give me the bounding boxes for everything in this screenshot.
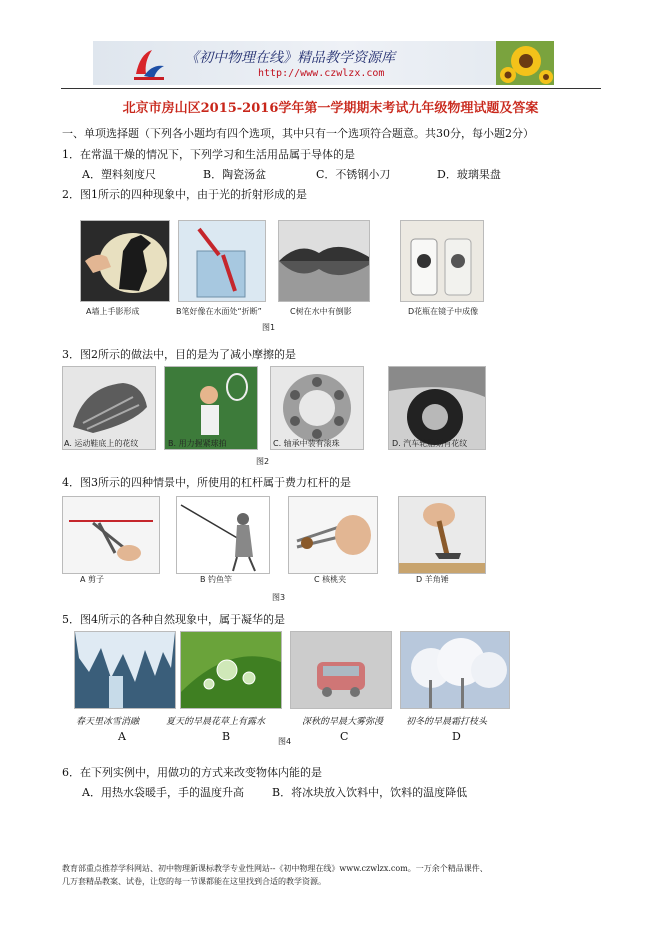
fig4-caption-a: 春天里冰雪消融 [76, 717, 140, 727]
fig1-caption-c: C树在水中有倒影 [290, 307, 352, 316]
document-title: 北京市房山区2015-2016学年第一学期期末考试九年级物理试题及答案 [122, 101, 539, 116]
question-1: 1．在常温干燥的情况下，下列学习和生活用品属于导体的是 [62, 148, 355, 161]
frost-on-branches-image [400, 631, 510, 709]
scissors-image [62, 496, 160, 574]
fig1-caption-a: A墙上手影形成 [86, 307, 140, 316]
fishing-rod-image [176, 496, 270, 574]
question-5: 5．图4所示的各种自然现象中，属于凝华的是 [62, 613, 285, 626]
figure-1-label: 图1 [262, 323, 276, 332]
q1-option-b: B．陶瓷汤盆 [203, 168, 267, 181]
fig1-caption-b: B笔好像在水面处“折断” [176, 307, 262, 316]
q6-option-a: A．用热水袋暖手，手的温度升高 [82, 786, 244, 799]
question-2: 2．图1所示的四种现象中，由于光的折射形成的是 [62, 188, 307, 201]
fig4-letter-c: C [340, 730, 349, 743]
figure-3-label: 图3 [272, 593, 286, 602]
claw-hammer-image [398, 496, 486, 574]
site-logo-icon [130, 44, 168, 82]
fig2-caption-d: D. 汽车轮胎刻有花纹 [392, 439, 468, 448]
q6-option-b: B．将冰块放入饮料中，饮料的温度降低 [272, 786, 468, 799]
nutcracker-image [288, 496, 378, 574]
fig3-caption-a: A 剪子 [80, 575, 105, 584]
tree-reflection-image [278, 220, 370, 302]
fig3-caption-b: B 钓鱼竿 [200, 575, 233, 584]
page-footer [62, 862, 607, 888]
question-3: 3．图2所示的做法中，目的是为了减小摩擦的是 [62, 348, 296, 361]
sunflower-icon [496, 41, 554, 85]
fig2-caption-c: C. 轴承中装有滚珠 [273, 439, 340, 448]
banner-url[interactable]: http://www.czwlzx.com [258, 68, 385, 79]
fig4-letter-d: D [452, 730, 461, 743]
hand-shadow-image [80, 220, 170, 302]
figure-2-label: 图2 [256, 457, 270, 466]
fig4-letter-a: A [118, 730, 126, 743]
fig4-caption-b: 夏天的早晨花草上有露水 [166, 717, 266, 727]
question-6: 6．在下列实例中，用做功的方式来改变物体内能的是 [62, 766, 322, 779]
q1-option-a: A．塑料刻度尺 [82, 168, 156, 181]
fig4-caption-c: 深秋的早晨大雾弥漫 [302, 717, 384, 727]
fig4-letter-b: B [222, 730, 231, 743]
fig4-caption-d: 初冬的早晨霜打枝头 [406, 717, 488, 727]
footer-line-1: 教育部重点推荐学科网站、初中物理新课标教学专业性网站--《初中物理在线》www.czwlzx.com。一万余个精品课件、 [62, 864, 488, 873]
heavy-fog-image [290, 631, 392, 709]
vase-mirror-image [400, 220, 484, 302]
fig1-caption-d: D花瓶在镜子中成像 [408, 307, 479, 316]
melting-ice-image [74, 631, 176, 709]
dew-on-leaf-image [180, 631, 282, 709]
footer-line-2: 几万套精品教案、试卷，让您的每一节课都能在这里找到合适的教学资源。 [62, 877, 326, 886]
q1-option-c: C．不锈钢小刀 [316, 168, 391, 181]
fig3-caption-c: C 核桃夹 [314, 575, 347, 584]
figure-4-label: 图4 [278, 737, 292, 746]
header-rule [61, 88, 601, 89]
fig3-caption-d: D 羊角锤 [416, 575, 449, 584]
pencil-in-water-image [178, 220, 266, 302]
section-heading: 一、单项选择题（下列各小题均有四个选项，其中只有一个选项符合题意。共30分，每小题2分） [62, 127, 534, 140]
q1-option-d: D．玻璃果盘 [437, 168, 501, 181]
fig2-caption-a: A. 运动鞋底上的花纹 [64, 439, 139, 448]
question-4: 4．图3所示的四种情景中，所使用的杠杆属于费力杠杆的是 [62, 476, 351, 489]
fig2-caption-b: B. 用力握紧球拍 [168, 439, 227, 448]
banner-title: 《初中物理在线》精品教学资源库 [185, 50, 395, 66]
